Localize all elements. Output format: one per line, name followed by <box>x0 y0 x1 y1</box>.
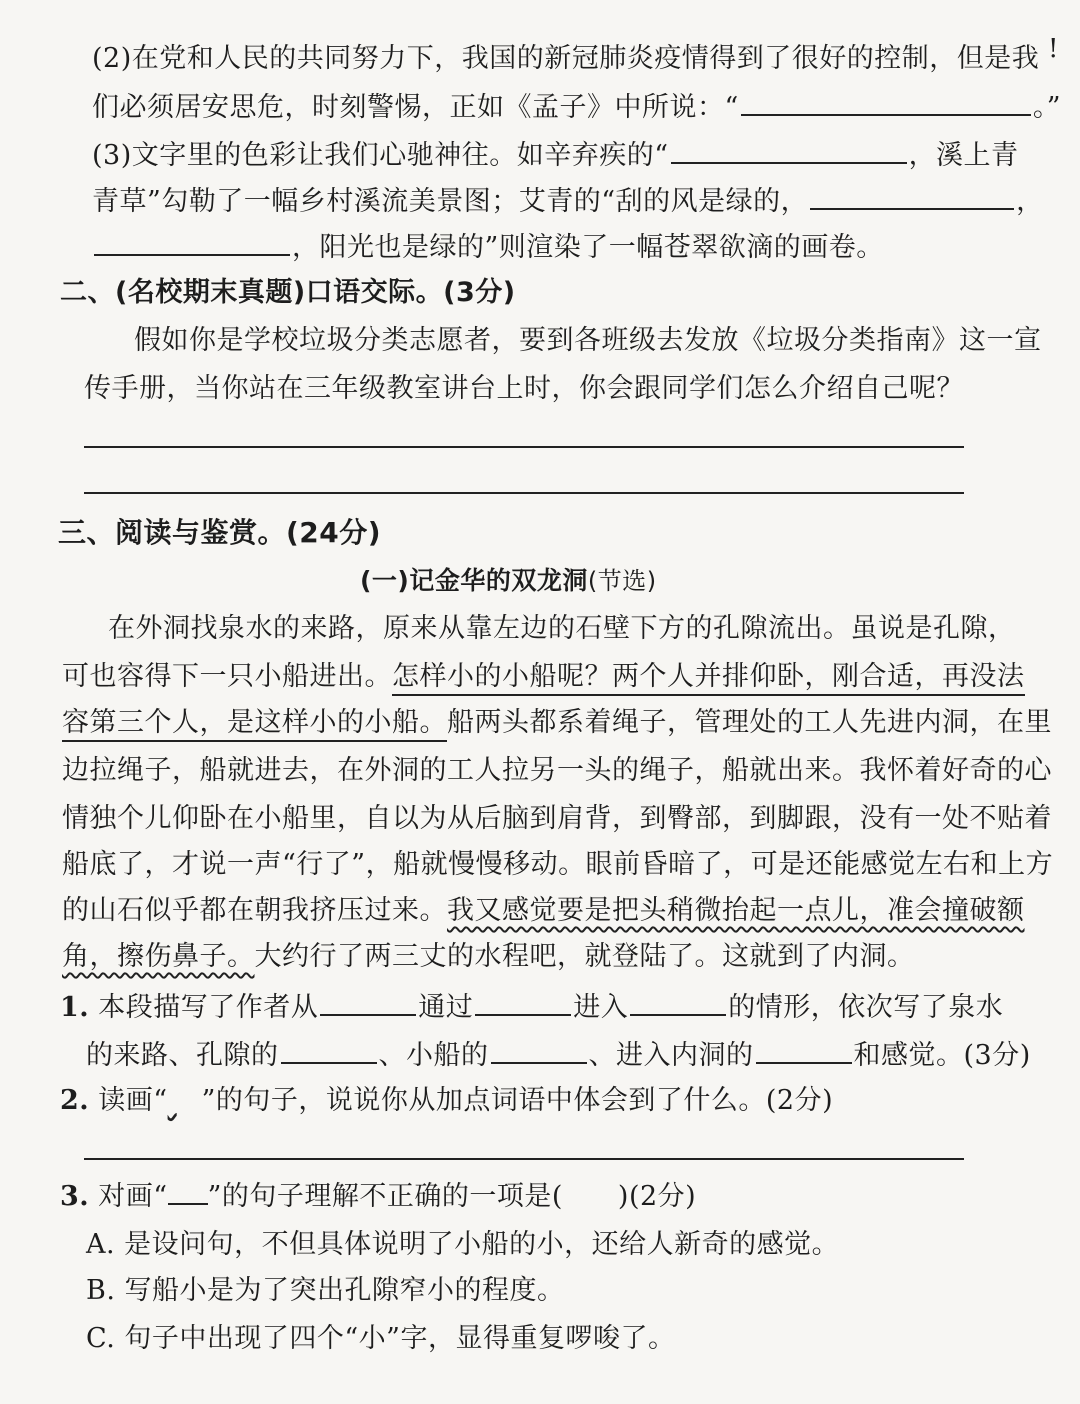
answer-blank[interactable] <box>756 1036 852 1064</box>
question-text: 读画“ <box>98 1085 168 1116</box>
margin-mark: ! <box>1048 34 1059 64</box>
question-text: 进入 <box>573 992 629 1023</box>
answer-blank[interactable] <box>630 988 726 1016</box>
passage-title-note: (节选) <box>587 567 657 595</box>
section-3-heading: 三、阅读与鉴赏。(24分) <box>58 516 382 549</box>
q3-text: 青草”勾勒了一幅乡村溪流美景图；艾青的“刮的风是绿的， <box>92 186 809 217</box>
wavy-sentence: 我又感觉要是把头稍微抬起一点儿，准会撞破额 <box>447 895 1025 926</box>
passage-line-8 <box>62 940 915 974</box>
wavy-line-mark <box>168 1084 202 1118</box>
q3-text-end: ，溪上青 <box>908 140 1019 171</box>
question-number: 3. <box>60 1181 90 1212</box>
answer-blank[interactable] <box>741 88 1031 116</box>
passage-text: 船两头都系着绳子，管理处的工人先进内洞，在里 <box>447 707 1052 738</box>
answer-blank[interactable] <box>810 182 1014 210</box>
underlined-sentence: 容第三个人，是这样小的小船。 <box>62 707 447 742</box>
passage-title-text: (一)记金华的双龙洞 <box>360 566 588 595</box>
answer-line[interactable] <box>84 446 964 448</box>
q3-text-end: ， <box>1016 186 1044 217</box>
answer-line[interactable] <box>84 492 964 494</box>
section-2-prompt-1: 假如你是学校垃圾分类志愿者，要到各班级去发放《垃圾分类指南》这一宣 <box>134 325 1042 356</box>
question-text: 通过 <box>418 992 474 1023</box>
passage-line-6: 船底了，才说一声“行了”，船就慢慢移动。眼前昏暗了，可是还能感觉左右和上方 <box>62 849 1054 880</box>
passage-line-4: 边拉绳子，船就进去，在外洞的工人拉另一头的绳子，船就出来。我怀着好奇的心 <box>62 755 1052 786</box>
passage-line-7 <box>62 894 1025 928</box>
question-text: 本段描写了作者从 <box>98 992 319 1023</box>
q2-line-1: (2)在党和人民的共同努力下，我国的新冠肺炎疫情得到了很好的控制，但是我 <box>92 43 1040 74</box>
answer-blank[interactable] <box>281 1036 377 1064</box>
question-1-line-2 <box>86 1036 1031 1073</box>
option-b[interactable]: B. 写船小是为了突出孔隙窄小的程度。 <box>86 1275 565 1306</box>
passage-title <box>360 564 657 598</box>
question-3 <box>60 1180 696 1214</box>
question-text: 的来路、孔隙的 <box>86 1040 279 1071</box>
q3-text: ，阳光也是绿的”则渲染了一幅苍翠欲滴的画卷。 <box>292 232 884 263</box>
answer-blank[interactable] <box>671 136 907 164</box>
question-text: ”的句子，说说你从加点词语中体会到了什么。(2分) <box>201 1085 834 1116</box>
q2-text: 们必须居安思危，时刻警惕，正如《孟子》中所说：“ <box>92 92 739 123</box>
option-a[interactable]: A. 是设问句，不但具体说明了小船的小，还给人新奇的感觉。 <box>86 1229 840 1260</box>
question-number: 2. <box>60 1085 90 1116</box>
q3-line-3 <box>92 228 884 265</box>
passage-line-1: 在外洞找泉水的来路，原来从靠左边的石壁下方的孔隙流出。虽说是孔隙， <box>108 613 1016 644</box>
question-text: 对画“ <box>98 1181 168 1212</box>
wavy-sentence: 角，擦伤鼻子。 <box>62 941 255 972</box>
question-text: ”的句子理解不正确的一项是( )(2分) <box>207 1181 697 1212</box>
q2-line-2 <box>92 88 1061 125</box>
option-c[interactable]: C. 句子中出现了四个“小”字，显得重复啰唆了。 <box>86 1323 676 1354</box>
passage-line-2 <box>62 660 1025 694</box>
answer-blank[interactable] <box>320 988 416 1016</box>
answer-line[interactable] <box>84 1158 964 1160</box>
q2-text-end: 。” <box>1032 92 1062 123</box>
passage-text: 的山石似乎都在朝我挤压过来。 <box>62 895 447 926</box>
question-number: 1. <box>60 992 90 1023</box>
passage-line-3 <box>62 706 1052 740</box>
q3-line-1 <box>92 136 1019 173</box>
passage-text: 可也容得下一只小船进出。 <box>62 661 392 692</box>
question-text: 、进入内洞的 <box>588 1040 754 1071</box>
passage-line-5: 情独个儿仰卧在小船里，自以为从后脑到肩背，到臀部，到脚跟，没有一处不贴着 <box>62 803 1052 834</box>
answer-blank[interactable] <box>475 988 571 1016</box>
question-text: 的情形，依次写了泉水 <box>728 992 1004 1023</box>
q3-text: (3)文字里的色彩让我们心驰神往。如辛弃疾的“ <box>92 140 669 171</box>
question-text: 、小船的 <box>378 1040 489 1071</box>
passage-text: 大约行了两三丈的水程吧，就登陆了。这就到了内洞。 <box>254 941 915 972</box>
section-2-heading: 二、(名校期末真题)口语交际。(3分) <box>60 277 516 308</box>
straight-line-mark <box>168 1183 208 1205</box>
section-2-prompt-2: 传手册，当你站在三年级教室讲台上时，你会跟同学们怎么介绍自己呢？ <box>84 373 964 404</box>
question-1-line-1 <box>60 988 1003 1025</box>
q3-line-2 <box>92 182 1044 219</box>
question-2 <box>60 1084 833 1118</box>
underlined-sentence: 怎样小的小船呢？两个人并排仰卧，刚合适，再没法 <box>392 661 1025 696</box>
question-text: 和感觉。(3分) <box>853 1040 1031 1071</box>
answer-blank[interactable] <box>94 228 290 256</box>
answer-blank[interactable] <box>491 1036 587 1064</box>
